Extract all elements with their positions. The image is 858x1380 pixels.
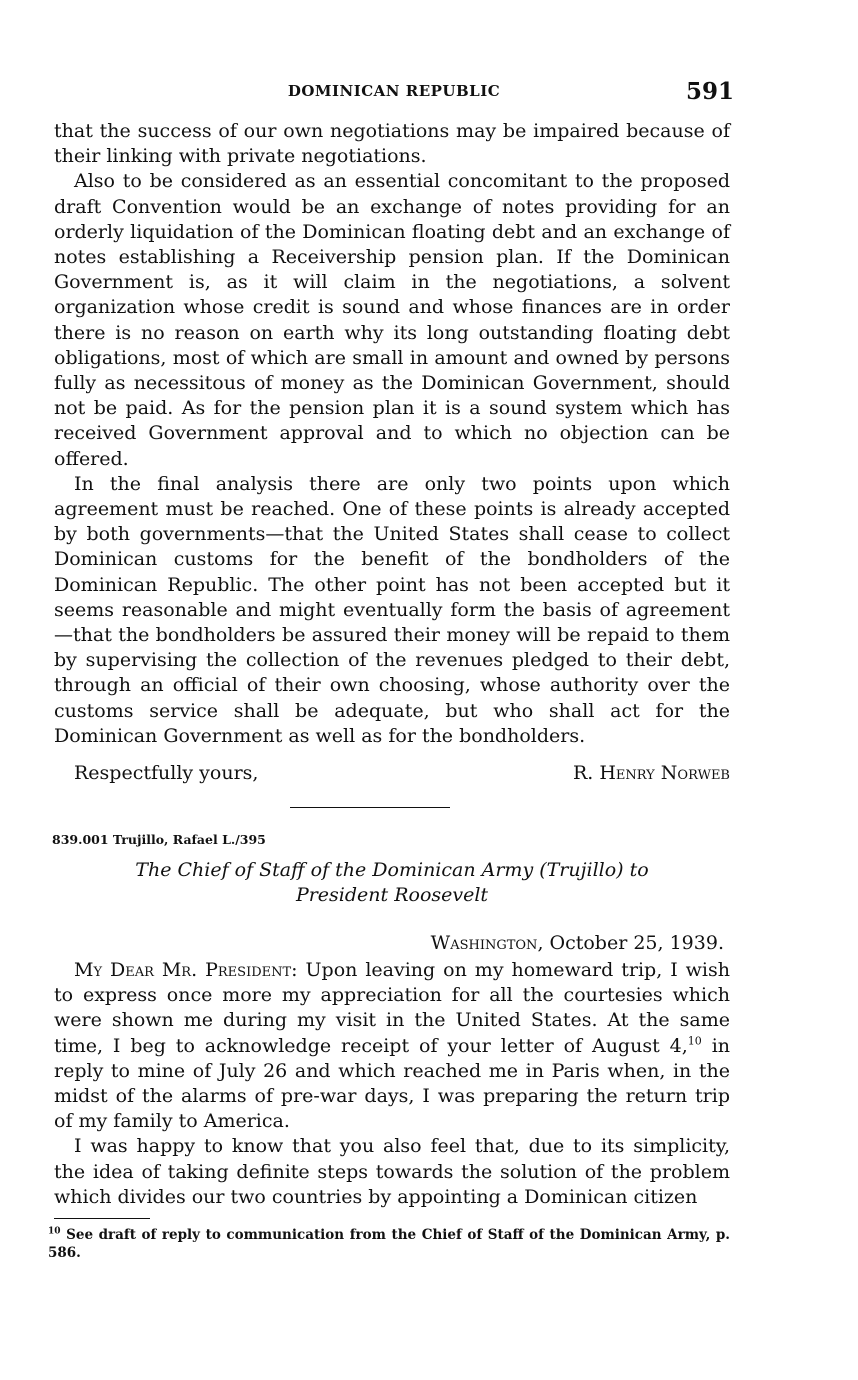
document-title-line-1: The Chief of Staff of the Dominican Army (Trujillo) to: [135, 859, 649, 881]
signature: R. Henry Norweb: [572, 762, 730, 784]
letter-body-trujillo: [54, 958, 730, 1210]
footnote-reference: 10: [687, 1034, 702, 1048]
dateline-date: , October 25, 1939.: [537, 932, 724, 954]
paragraph-homeward-trip: [54, 958, 730, 1134]
paragraph-continuation: that the success of our own negotiations may be impaired because of their linking with private negotiations.: [54, 120, 730, 168]
footnote-rule: [54, 1218, 150, 1219]
running-head: DOMINICAN REPUBLIC: [287, 82, 501, 100]
dateline: [431, 932, 724, 954]
document-title-line-2: President Roosevelt: [295, 884, 489, 906]
paragraph-notes-exchange: Also to be considered as an essential concomitant to the proposed draft Convention would be an exchange of notes providing for an orderly liquidation of the Dominican floating debt and an exchange of notes establishing a Receivership pension plan. If the Dominican Government is, as it will claim in the negotiations, a solvent organization whose credit is sound and whose finances are in order there is no reason on earth why its long outstanding floating debt obligations, most of which are small in amount and owned by persons fully as necessitous of money as the Dominican Government, should not be paid. As for the pension plan it is a sound system which has received Government approval and to which no objection can be offered.: [54, 170, 730, 470]
letter-closing: [74, 762, 730, 788]
footnote-text: See draft of reply to communication from the Chief of Staff of the Dominican Army, p. 586.: [48, 1227, 730, 1261]
section-divider: [290, 807, 450, 808]
dateline-place: Washington: [430, 932, 538, 954]
paragraph-simplicity: I was happy to know that you also feel that, due to its simplicity, the idea of taking definite steps towards the solution of the problem which divides our two countries by appointing a Dominican citizen: [54, 1135, 730, 1208]
footnote: [48, 1226, 730, 1262]
footnote-mark: 10: [48, 1226, 61, 1237]
file-reference: 839.001 Trujillo, Rafael L./395: [52, 832, 266, 847]
page-header: [54, 78, 734, 108]
paragraph-text-part-1: Upon leaving on my homeward trip, I wish to express once more my appreciation for all the courtesies which were shown me during my visit in the United States. At the same time, I beg to acknowledge receipt of your letter of August 4,: [54, 959, 730, 1057]
paragraph-final-analysis: In the final analysis there are only two points upon which agreement must be reached. One of these points is already accepted by both governments—that the United States shall cease to collect Dominican customs for the benefit of the bondholders of the Dominican Republic. The other point has not been accepted but it seems reasonable and might eventually form the basis of agreement—that the bondholders be assured their money will be repaid to them by supervising the collection of the revenues pledged to their debt, through an official of their own choosing, whose authority over the customs service shall be adequate, but who shall act for the Dominican Government as well as for the bondholders.: [54, 472, 730, 747]
page-number: 591: [685, 78, 734, 105]
salutation: My Dear Mr. President:: [74, 959, 298, 981]
paragraph-text-part-2: in reply to mine of July 26 and which reached me in Paris when, in the midst of the alarms of pre-war days, I was preparing the return trip of my family to America.: [54, 1034, 731, 1133]
letter-body-norweb: [54, 119, 730, 749]
document-title: [54, 858, 730, 908]
complimentary-close: Respectfully yours,: [74, 762, 259, 784]
